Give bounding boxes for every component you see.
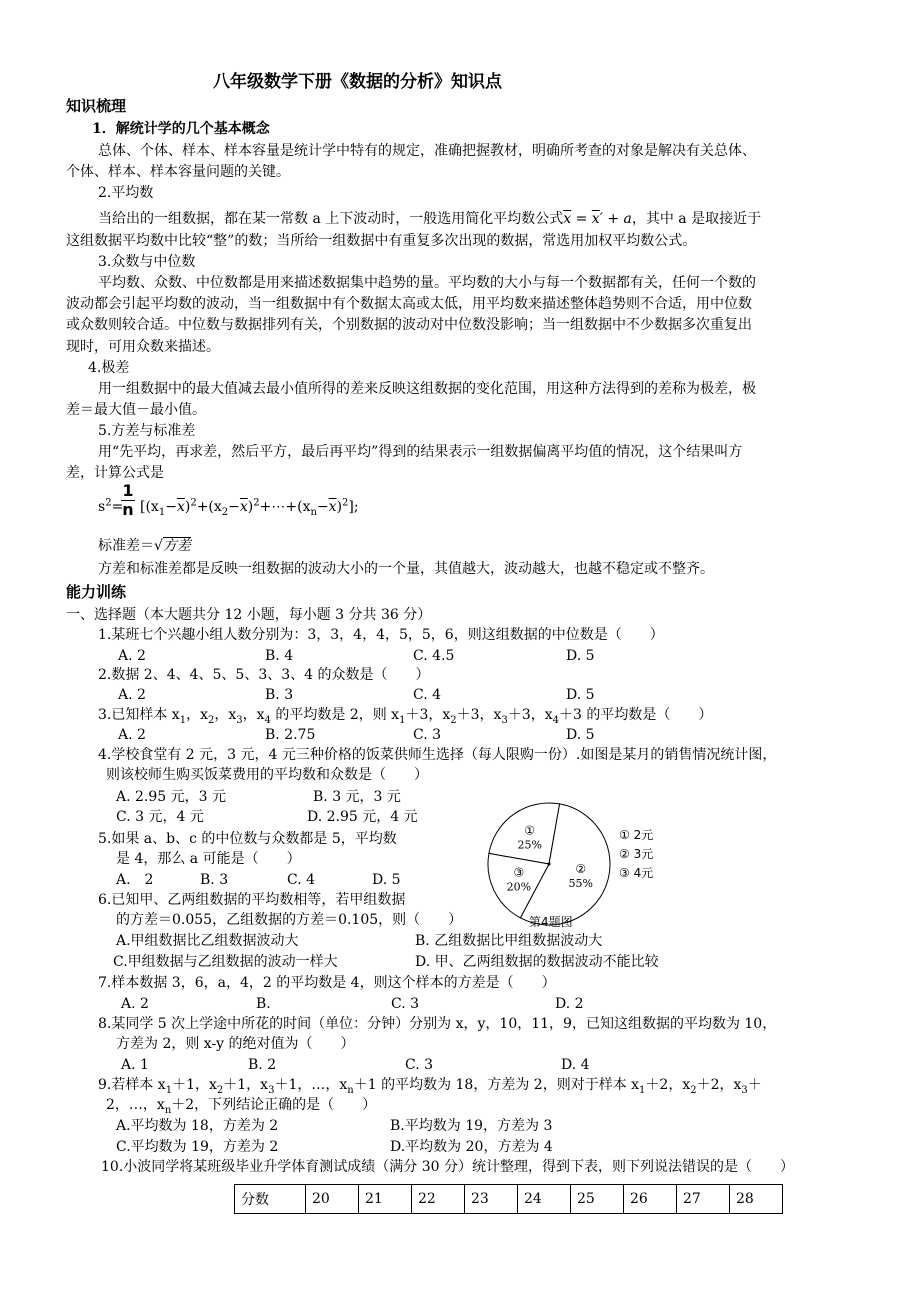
pie-slice-percent: 25% (517, 838, 542, 852)
p5-line2: 差，计算公式是 (66, 465, 164, 481)
q8-opt-b: B. 2 (248, 1057, 277, 1073)
p4-title: 4.极差 (88, 360, 130, 376)
p4-line1: 用一组数据中的最大值减去最小值所得的差来反映这组数据的变化范围，用这种方法得到的差称为极差，极 (98, 381, 756, 397)
q5-opt-a: A. 2 (116, 872, 154, 888)
pie-slice-label: ② (575, 861, 587, 876)
p4-line2: 差＝最大值－最小值。 (66, 402, 206, 418)
q7-opt-d: D. 2 (555, 996, 584, 1012)
pie-legend (619, 826, 653, 883)
table-cell: 20 (306, 1185, 359, 1214)
q7-opt-c: C. 3 (391, 996, 420, 1012)
p2-line1 (98, 209, 761, 229)
q6-opt-b: B. 乙组数据比甲组数据波动大 (415, 933, 603, 949)
q4-opt-d: D. 2.95 元，4 元 (307, 809, 418, 825)
q8-line1: 8.某同学 5 次上学途中所花的时间（单位：分钟）分别为 x，y，10，11，9，已知这组数据的平均数为 10， (98, 1016, 777, 1032)
q8-opt-c: C. 3 (405, 1057, 434, 1073)
p2-title: 2.平均数 (98, 185, 154, 201)
p5-line1: 用“先平均，再求差，然后平方，最后再平均”得到的结果表示一组数据偏离平均值的情况，这个结果叫方 (98, 444, 743, 460)
q4-opt-a: A. 2.95 元，3 元 (116, 789, 226, 805)
figure-caption: 第4题图 (529, 915, 573, 929)
q5-opt-b: B. 3 (200, 872, 229, 888)
q7-opt-b: B. (256, 996, 271, 1012)
q6-line1: 6.已知甲、乙两组数据的平均数相等，若甲组数据 (98, 892, 406, 908)
p2-line2: 这组数据平均数中比较“整”的数；当所给一组数据中有重复多次出现的数据，常选用加权平均数公式。 (66, 233, 697, 249)
q9-opt-d: D.平均数为 20，方差为 4 (390, 1139, 553, 1155)
p3-title: 3.众数与中位数 (98, 254, 196, 270)
variance-formula-rhs: $[(x_1-\overline{x})^2+(x_2-\overline{x})^2+\cdots+(x_n-\overline{x})^2]$; (140, 497, 359, 518)
p2-line1-a: 当给出的一组数据，都在某一常数 a 上下波动时，一般选用简化平均数公式 (98, 211, 564, 227)
std-formula (98, 536, 191, 556)
q2-opt-d: D. 5 (566, 687, 595, 703)
p3-line3: 或众数则较合适。中位数与数据排列有关，个别数据的波动对中位数没影响；当一组数据中不少数据多次重复出 (66, 317, 752, 333)
table-cell: 23 (465, 1185, 518, 1214)
q8-line2: 方差为 2，则 x-y 的绝对值为（ ） (116, 1036, 355, 1052)
q2-opt-c: C. 4 (413, 687, 442, 703)
pie-slice-label: ① (524, 823, 536, 838)
pie-slice-label: ③ (513, 865, 525, 880)
q9-line2: 2，…，$x_n+2$，下列结论正确的是（ ） (106, 1097, 377, 1116)
q9-line1: 9.若样本 $x_1+1$，$x_2+1$，$x_3+1$，…，$x_n+1$ 的平均数为 18，方差为 2，则对于样本 $x_1+2$，$x_2+2$，$x_3+$ (98, 1077, 762, 1096)
p5-title: 5.方差与标准差 (98, 423, 196, 439)
table-row (235, 1185, 783, 1214)
q6-opt-a: A.甲组数据比乙组数据波动大 (116, 933, 299, 949)
legend-item: ② 3元 (619, 847, 654, 861)
q2-opt-b: B. 3 (265, 687, 294, 703)
q1-opt-a: A. 2 (118, 648, 146, 664)
pie-center-dot (548, 863, 551, 866)
q7-opt-a: A. 2 (121, 996, 149, 1012)
table-cell: 24 (518, 1185, 571, 1214)
table-cell: 27 (677, 1185, 730, 1214)
q3-opt-c: C. 3 (413, 727, 442, 743)
q1: 1.某班七个兴趣小组人数分别为：3，3，4，4，5，5，6，则这组数据的中位数是（ ） (98, 627, 664, 643)
q10: 10.小波同学将某班级毕业升学体育测试成绩（满分 30 分）统计整理，得到下表，则下列说法错误的是（ ） (101, 1159, 794, 1175)
section-heading-knowledge: 知识梳理 (66, 97, 127, 115)
legend-item: ① 2元 (619, 828, 654, 842)
pie-slice-percent: 55% (568, 876, 593, 890)
table-cell: 分数 (235, 1185, 306, 1214)
std-label: 标准差＝ (98, 538, 154, 554)
q3: 3.已知样本 $x_1$，$x_2$，$x_3$，$x_4$ 的平均数是 2，则 $x_1+3$，$x_2+3$，$x_3+3$，$x_4+3$ 的平均数是（ ） (98, 707, 713, 726)
section-heading-training: 能力训练 (66, 583, 127, 601)
q4-line2: 则该校师生购买饭菜费用的平均数和众数是（ ） (106, 767, 428, 783)
q8-opt-d: D. 4 (561, 1057, 590, 1073)
q2-opt-a: A. 2 (118, 687, 146, 703)
q9-opt-b: B.平均数为 19，方差为 3 (390, 1118, 553, 1134)
q1-opt-d: D. 5 (566, 648, 595, 664)
q1-opt-c: C. 4.5 (413, 648, 455, 664)
legend-item: ③ 4元 (619, 866, 654, 880)
q7: 7.样本数据 3，6，a，4，2 的平均数是 4，则这个样本的方差是（ ） (98, 975, 556, 991)
p3-line2: 波动都会引起平均数的波动，当一组数据中有个数据太高或太低，用平均数来描述整体趋势则不合适，用中位数 (66, 296, 752, 312)
q3-opt-d: D. 5 (566, 727, 595, 743)
q5-line1: 5.如果 a、b、c 的中位数与众数都是 5，平均数 (98, 831, 397, 847)
p3-line1: 平均数、众数、中位数都是用来描述数据集中趋势的量。平均数的大小与每一个数据都有关，任何一个数的 (98, 275, 756, 291)
mean-formula: $\overline{x} = \overline{x}' + a$ (563, 211, 632, 227)
pie-chart (484, 800, 614, 928)
q6-opt-c: C.甲组数据与乙组数据的波动一样大 (113, 954, 338, 970)
p5-line3: 方差和标准差都是反映一组数据的波动大小的一个量，其值越大，波动越大，也越不稳定或不整齐。 (98, 561, 714, 577)
q6-opt-d: D. 甲、乙两组数据的数据波动不能比较 (415, 954, 659, 970)
q3-opt-b: B. 2.75 (265, 727, 316, 743)
sqrt-sign: √ (154, 538, 163, 554)
table-cell: 28 (730, 1185, 783, 1214)
q4-line1: 4.学校食堂有 2 元，3 元，4 元三种价格的饭菜供师生选择（每人限购一份）.如图是某月的销售情况统计图， (98, 747, 777, 763)
q2: 2.数据 2、4、4、5、5、3、3、4 的众数是（ ） (98, 667, 430, 683)
pie-slice-percent: 20% (506, 880, 532, 894)
q1-opt-b: B. 4 (265, 648, 294, 664)
std-radicand: 方差 (162, 538, 191, 554)
q5-opt-d: D. 5 (372, 872, 401, 888)
q4-opt-c: C. 3 元，4 元 (116, 809, 204, 825)
p2-line1-b: ，其中 a 是取接近于 (631, 211, 762, 227)
p1-title: 1．解统计学的几个基本概念 (92, 121, 270, 137)
p1-line2: 个体、样本、样本容量问题的关键。 (66, 164, 290, 180)
table-cell: 22 (412, 1185, 465, 1214)
q9-opt-a: A.平均数为 18，方差为 2 (116, 1118, 279, 1134)
q4-opt-b: B. 3 元，3 元 (313, 789, 401, 805)
q9-opt-c: C.平均数为 19，方差为 2 (116, 1139, 279, 1155)
page-title: 八年级数学下册《数据的分析》知识点 (213, 72, 502, 92)
table-cell: 25 (571, 1185, 624, 1214)
table-cell: 21 (359, 1185, 412, 1214)
q3-opt-a: A. 2 (118, 727, 146, 743)
q8-opt-a: A. 1 (121, 1057, 149, 1073)
q6-line2: 的方差＝0.055，乙组数据的方差＝0.105，则（ ） (116, 912, 463, 928)
score-table (234, 1184, 783, 1214)
part-one-heading: 一、选择题（本大题共分 12 小题，每小题 3 分共 36 分） (66, 607, 432, 623)
p3-line4: 现时，可用众数来描述。 (66, 339, 220, 355)
variance-formula-lhs: $s^2=$ (98, 497, 124, 515)
variance-fraction: 1 n (122, 481, 134, 519)
q5-opt-c: C. 4 (287, 872, 316, 888)
table-cell: 26 (624, 1185, 677, 1214)
q5-line2: 是 4，那么 a 可能是（ ） (116, 851, 301, 867)
p1-line1: 总体、个体、样本、样本容量是统计学中特有的规定，准确把握教材，明确所考查的对象是解决有关总体、 (98, 143, 756, 159)
